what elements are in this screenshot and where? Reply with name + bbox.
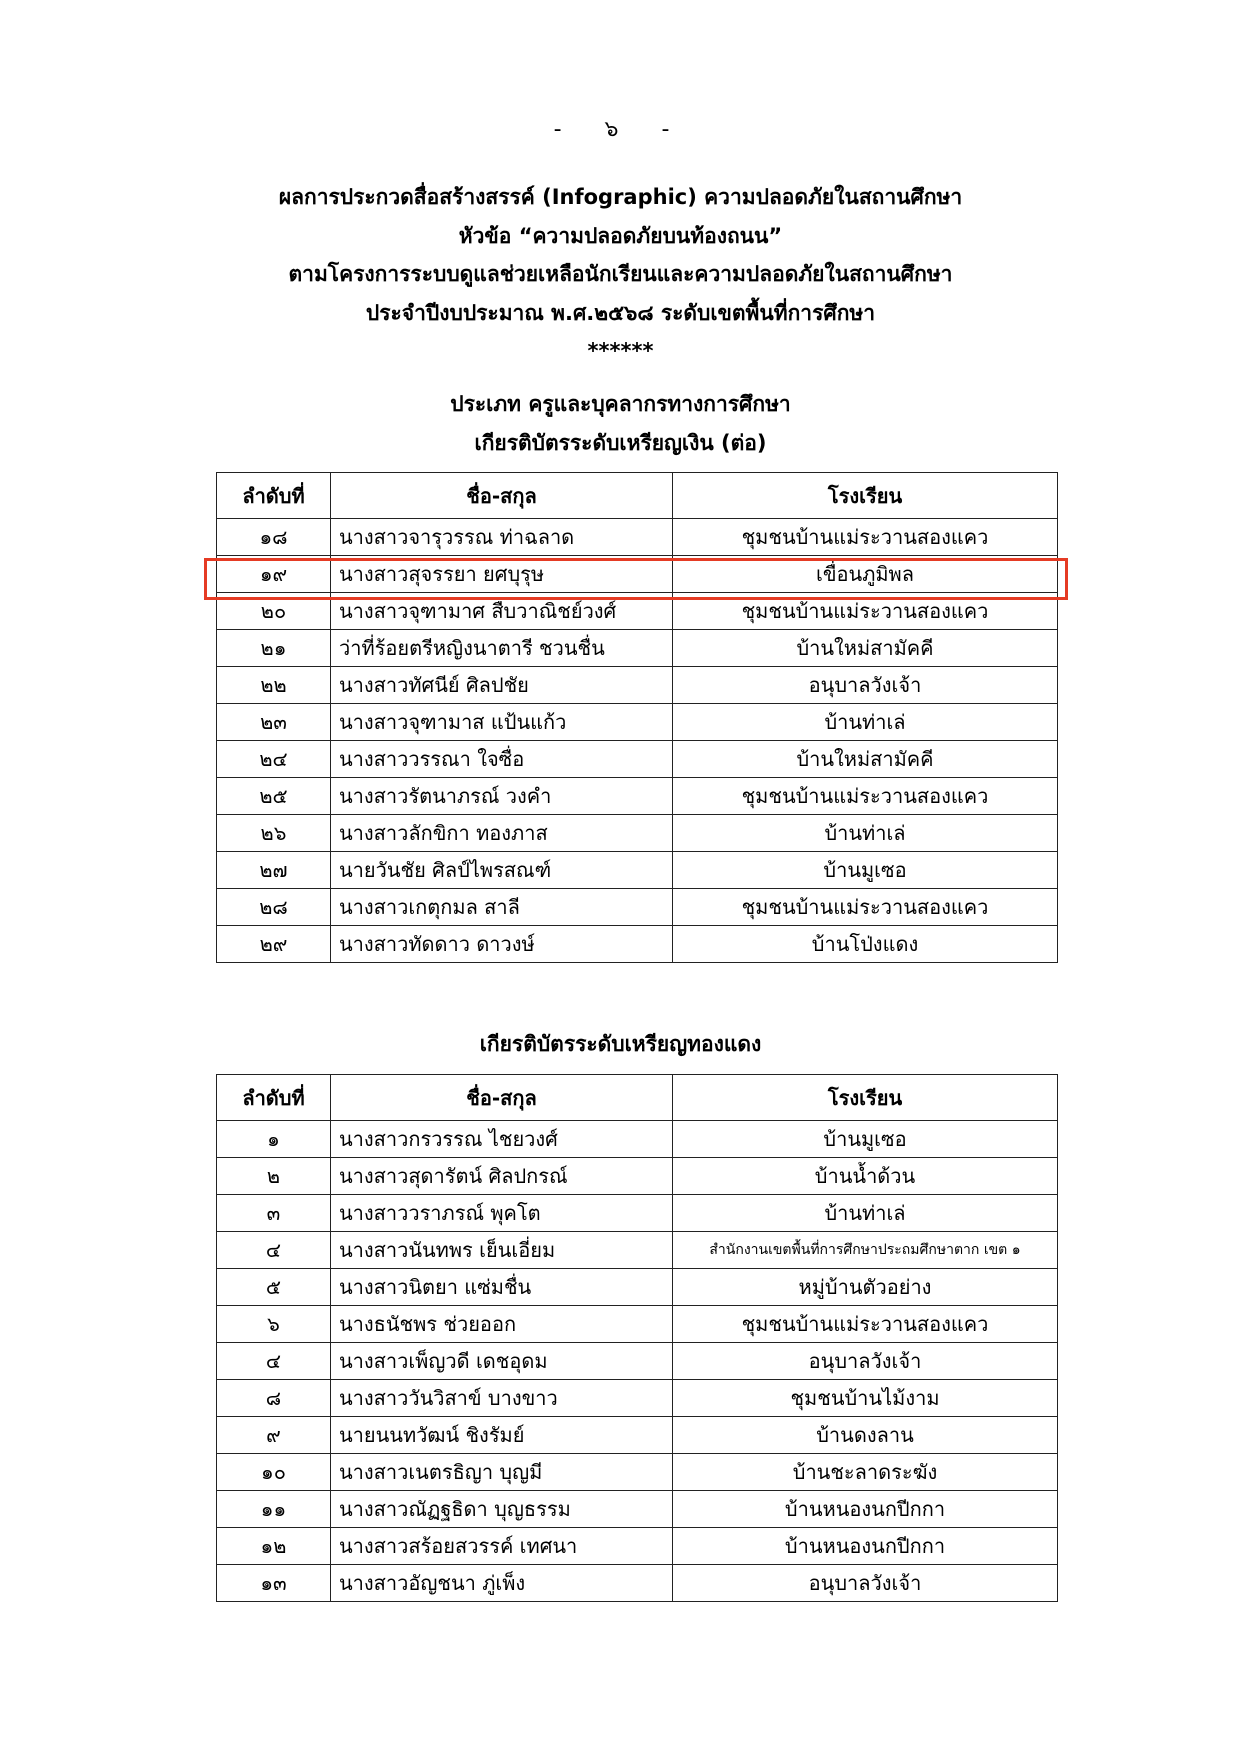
row-order-number: ๒๕ <box>217 778 331 815</box>
row-full-name: นางสาวนิตยา แซ่มชื่น <box>331 1269 673 1306</box>
column-header-order: ลำดับที่ <box>217 1075 331 1121</box>
row-full-name: นางสาวรัตนาภรณ์ วงคำ <box>331 778 673 815</box>
table-row <box>217 630 1058 667</box>
row-order-number: ๑๑ <box>217 1491 331 1528</box>
table-row <box>217 519 1058 556</box>
table-row <box>217 1269 1058 1306</box>
row-order-number: ๖ <box>217 1306 331 1343</box>
bronze-award-table <box>216 1074 1058 1602</box>
category-label: ประเภท ครูและบุคลากรทางการศึกษา <box>450 392 791 416</box>
row-school-name: อนุบาลวังเจ้า <box>673 667 1058 704</box>
row-school-name: อนุบาลวังเจ้า <box>673 1565 1058 1602</box>
row-full-name: นางสาวกรวรรณ ไชยวงศ์ <box>331 1121 673 1158</box>
row-school-name: บ้านใหม่สามัคคี <box>673 741 1058 778</box>
row-order-number: ๑ <box>217 1121 331 1158</box>
row-order-number: ๓ <box>217 1195 331 1232</box>
row-order-number: ๕ <box>217 1269 331 1306</box>
row-full-name: นางสาวจุฑามาศ สืบวาณิชย์วงศ์ <box>331 593 673 630</box>
row-full-name: นางสาวลักขิกา ทองภาส <box>331 815 673 852</box>
row-order-number: ๑๓ <box>217 1565 331 1602</box>
bronze-title: เกียรติบัตรระดับเหรียญทองแดง <box>479 1032 762 1056</box>
table-row <box>217 815 1058 852</box>
row-school-name: บ้านโป่งแดง <box>673 926 1058 963</box>
heading-line-2: หัวข้อ “ความปลอดภัยบนท้องถนน” <box>458 223 783 248</box>
row-full-name: นางสาวเพ็ญวดี เดชอุดม <box>331 1343 673 1380</box>
table-row <box>217 926 1058 963</box>
row-full-name: ว่าที่ร้อยตรีหญิงนาตารี ชวนชื่น <box>331 630 673 667</box>
silver-section-heading <box>0 385 1241 463</box>
row-school-name: บ้านมูเซอ <box>673 852 1058 889</box>
column-header-school: โรงเรียน <box>673 473 1058 519</box>
row-full-name: นางสาววรรณา ใจซื่อ <box>331 741 673 778</box>
page-number: - ๖ - <box>553 117 688 142</box>
row-school-name: บ้านมูเซอ <box>673 1121 1058 1158</box>
row-full-name: นายวันชัย ศิลป์ไพรสณฑ์ <box>331 852 673 889</box>
row-school-name: หมู่บ้านตัวอย่าง <box>673 1269 1058 1306</box>
table-row <box>217 741 1058 778</box>
row-full-name: นางสาวจุฑามาส แป้นแก้ว <box>331 704 673 741</box>
bronze-table-body <box>217 1121 1058 1602</box>
silver-award-table <box>216 472 1058 963</box>
column-header-name: ชื่อ-สกุล <box>331 473 673 519</box>
row-school-name: บ้านน้ำด้วน <box>673 1158 1058 1195</box>
row-order-number: ๒๒ <box>217 667 331 704</box>
heading-line-1: ผลการประกวดสื่อสร้างสรรค์ (Infographic) ความปลอดภัยในสถานศึกษา <box>278 185 963 209</box>
row-school-name: บ้านใหม่สามัคคี <box>673 630 1058 667</box>
row-full-name: นางสาวนันทพร เย็นเอี่ยม <box>331 1232 673 1269</box>
row-order-number: ๒๔ <box>217 741 331 778</box>
table-row <box>217 1417 1058 1454</box>
row-school-name: บ้านดงลาน <box>673 1417 1058 1454</box>
column-header-school: โรงเรียน <box>673 1075 1058 1121</box>
row-order-number: ๔ <box>217 1232 331 1269</box>
row-full-name: นางสาวจารุวรรณ ท่าฉลาด <box>331 519 673 556</box>
table-row <box>217 1195 1058 1232</box>
row-order-number: ๒๙ <box>217 926 331 963</box>
row-school-name: อนุบาลวังเจ้า <box>673 1343 1058 1380</box>
row-order-number: ๑๐ <box>217 1454 331 1491</box>
column-header-order: ลำดับที่ <box>217 473 331 519</box>
table-row <box>217 778 1058 815</box>
row-order-number: ๒๓ <box>217 704 331 741</box>
row-order-number: ๒๖ <box>217 815 331 852</box>
row-school-name: ชุมชนบ้านแม่ระวานสองแคว <box>673 778 1058 815</box>
row-full-name: นางสาวทัศนีย์ ศิลปชัย <box>331 667 673 704</box>
row-full-name: นายนนทวัฒน์ ชิงรัมย์ <box>331 1417 673 1454</box>
row-school-name: ชุมชนบ้านแม่ระวานสองแคว <box>673 593 1058 630</box>
row-order-number: ๒ <box>217 1158 331 1195</box>
heading-line-4: ประจำปีงบประมาณ พ.ศ.๒๕๖๘ ระดับเขตพื้นที่การศึกษา <box>365 300 876 325</box>
row-school-name: เขื่อนภูมิพล <box>673 556 1058 593</box>
row-order-number: ๙ <box>217 1417 331 1454</box>
row-school-name: บ้านชะลาดระฆัง <box>673 1454 1058 1491</box>
row-full-name: นางสาวณัฏฐธิดา บุญธรรม <box>331 1491 673 1528</box>
table-row <box>217 1343 1058 1380</box>
row-full-name: นางสาวสร้อยสวรรค์ เทศนา <box>331 1528 673 1565</box>
heading-separator: ****** <box>587 339 654 363</box>
row-full-name: นางสาวสุจรรยา ยศบุรุษ <box>331 556 673 593</box>
table-row <box>217 1528 1058 1565</box>
row-order-number: ๘ <box>217 1380 331 1417</box>
row-school-name: ชุมชนบ้านไม้งาม <box>673 1380 1058 1417</box>
table-row <box>217 889 1058 926</box>
table-row <box>217 1380 1058 1417</box>
table-header-row <box>217 1075 1058 1121</box>
table-row <box>217 1454 1058 1491</box>
table-row <box>217 704 1058 741</box>
row-school-name: บ้านท่าเล่ <box>673 815 1058 852</box>
row-full-name: นางสาวอัญชนา ภู่เพ็ง <box>331 1565 673 1602</box>
row-full-name: นางสาวทัดดาว ดาวงษ์ <box>331 926 673 963</box>
highlighted-row-marker <box>204 558 1068 600</box>
row-order-number: ๑๘ <box>217 519 331 556</box>
row-school-name: บ้านท่าเล่ <box>673 704 1058 741</box>
row-order-number: ๒๗ <box>217 852 331 889</box>
row-order-number: ๒๐ <box>217 593 331 630</box>
table-row <box>217 852 1058 889</box>
table-row <box>217 1306 1058 1343</box>
row-order-number: ๒๑ <box>217 630 331 667</box>
table-header-row <box>217 473 1058 519</box>
row-school-name: ชุมชนบ้านแม่ระวานสองแคว <box>673 889 1058 926</box>
row-full-name: นางสาววราภรณ์ พุคโต <box>331 1195 673 1232</box>
row-order-number: ๑๙ <box>217 556 331 593</box>
row-school-name: สำนักงานเขตพื้นที่การศึกษาประถมศึกษาตาก เขต ๑ <box>673 1232 1058 1269</box>
table-row <box>217 1158 1058 1195</box>
row-order-number: ๒๘ <box>217 889 331 926</box>
row-order-number: ๑๒ <box>217 1528 331 1565</box>
heading-line-3: ตามโครงการระบบดูแลช่วยเหลือนักเรียนและความปลอดภัยในสถานศึกษา <box>288 262 953 286</box>
table-row <box>217 1121 1058 1158</box>
row-school-name: ชุมชนบ้านแม่ระวานสองแคว <box>673 519 1058 556</box>
row-school-name: บ้านหนองนกปีกกา <box>673 1528 1058 1565</box>
silver-title: เกียรติบัตรระดับเหรียญเงิน (ต่อ) <box>474 431 767 455</box>
row-school-name: บ้านท่าเล่ <box>673 1195 1058 1232</box>
table-row <box>217 1565 1058 1602</box>
row-full-name: นางธนัชพร ช่วยออก <box>331 1306 673 1343</box>
table-row <box>217 667 1058 704</box>
table-row <box>217 1232 1058 1269</box>
row-full-name: นางสาวเนตรธิญา บุญมี <box>331 1454 673 1491</box>
row-full-name: นางสาวเกตุกมล สาลี <box>331 889 673 926</box>
row-order-number: ๔ <box>217 1343 331 1380</box>
document-heading <box>0 178 1241 371</box>
row-full-name: นางสาววันวิสาข์ บางขาว <box>331 1380 673 1417</box>
row-school-name: ชุมชนบ้านแม่ระวานสองแคว <box>673 1306 1058 1343</box>
table-row <box>217 1491 1058 1528</box>
row-full-name: นางสาวสุดารัตน์ ศิลปกรณ์ <box>331 1158 673 1195</box>
row-school-name: บ้านหนองนกปีกกา <box>673 1491 1058 1528</box>
column-header-name: ชื่อ-สกุล <box>331 1075 673 1121</box>
